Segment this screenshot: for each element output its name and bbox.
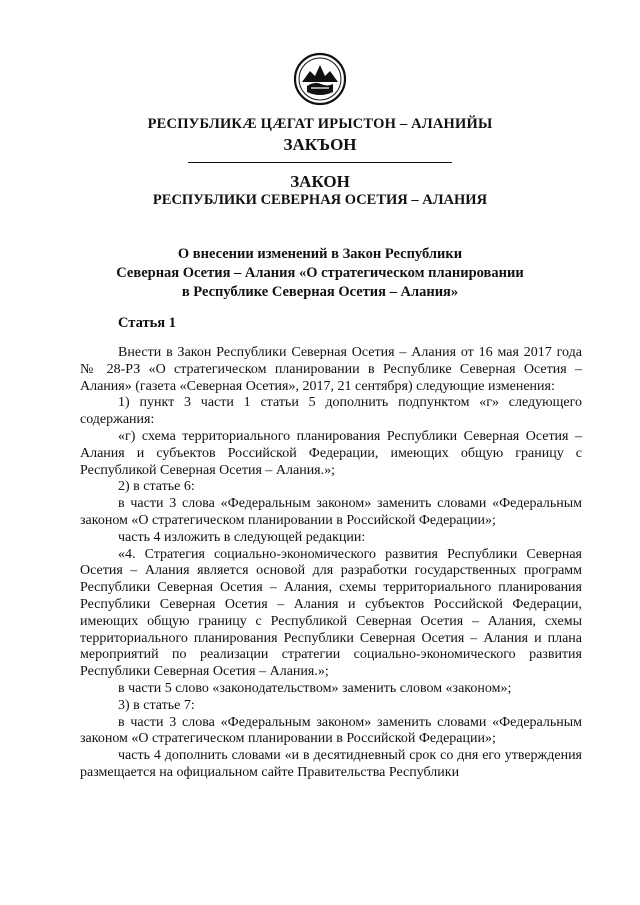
body-paragraph: «4. Стратегия социально-экономического развития Республики Северная Осетия – Алания является основой для разработки государственных программ Республики Северная Осетия – Алания, схемы территориального планирования Республики Северная Осетия – Алания и субъектов Российской Федерации, имеющих общую границу с Республикой Северная Осетия – Алания, схемы территориального планирования Республики Северная Осетия – Алания и плана мероприятий по реализации стратегии социально-экономического развития Республики Северная Осетия – Алания.»; bbox=[80, 546, 582, 680]
law-body bbox=[80, 345, 582, 782]
body-paragraph: в части 5 слово «законодательством» заменить словом «законом»; bbox=[118, 680, 512, 696]
body-paragraph: в части 3 слова «Федеральным законом» заменить словами «Федеральным законом «О стратегическом планировании в Российской Федерации»; bbox=[80, 714, 582, 747]
body-paragraph: Внести в Закон Республики Северная Осетия – Алания от 16 мая 2017 года № 28-РЗ «О стратегическом планировании в Республике Северная Осетия – Алания» (газета «Северная Осетия», 2017, 21 сентября) следующие изменения: bbox=[80, 345, 582, 394]
law-title-line: Северная Осетия – Алания «О стратегическом планировании bbox=[116, 265, 524, 281]
ossetian-republic-title: РЕСПУБЛИКÆ ЦÆГАТ ИРЫСТОН – АЛАНИЙЫ bbox=[147, 116, 493, 132]
russian-republic-title: РЕСПУБЛИКИ СЕВЕРНАЯ ОСЕТИЯ – АЛАНИЯ bbox=[152, 192, 488, 208]
law-title bbox=[0, 245, 640, 302]
body-paragraph: часть 4 изложить в следующей редакции: bbox=[118, 529, 366, 545]
coat-of-arms-emblem bbox=[293, 52, 347, 106]
body-paragraph: 3) в статье 7: bbox=[118, 697, 195, 713]
law-title-line: О внесении изменений в Закон Республики bbox=[177, 246, 463, 262]
body-paragraph: часть 4 дополнить словами «и в десятидневный срок со дня его утверждения размещается на официальном сайте Правительства Республики bbox=[80, 748, 582, 780]
russian-law-title: ЗАКОН bbox=[290, 172, 350, 191]
body-paragraph: в части 3 слова «Федеральным законом» заменить словами «Федеральным законом «О стратегическом планировании в Российской Федерации»; bbox=[80, 496, 582, 528]
law-title-line: в Республике Северная Осетия – Алания» bbox=[181, 284, 459, 300]
body-paragraph: 1) пункт 3 части 1 статьи 5 дополнить подпунктом «г» следующего содержания: bbox=[80, 395, 582, 428]
article-heading: Статья 1 bbox=[118, 315, 176, 331]
header-divider bbox=[188, 162, 452, 163]
body-paragraph: «г) схема территориального планирования Республики Северная Осетия – Алания и субъектов Российской Федерации, имеющих общую границу с Республикой Северная Осетия – Алания.»; bbox=[80, 428, 582, 478]
body-paragraph: 2) в статье 6: bbox=[118, 479, 195, 495]
ossetian-law-title: ЗАКЪОН bbox=[283, 135, 357, 154]
